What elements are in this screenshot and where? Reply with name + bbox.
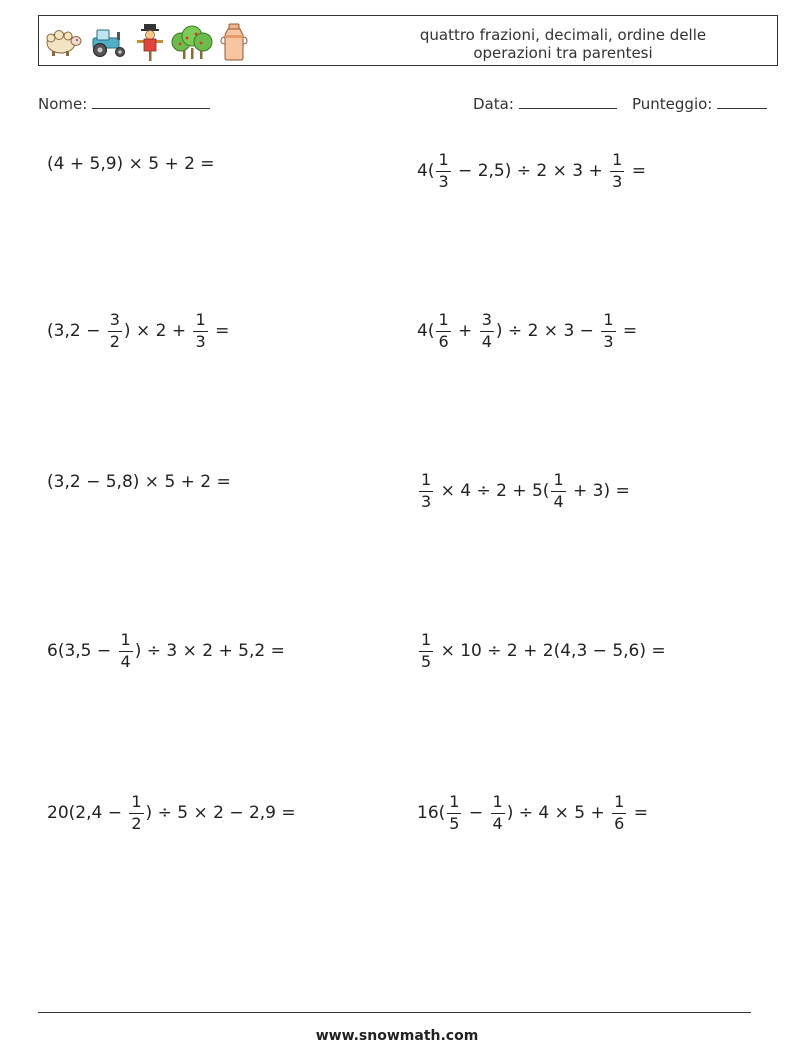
fraction bbox=[447, 793, 461, 833]
fraction-denominator: 6 bbox=[438, 332, 449, 351]
fraction-denominator: 3 bbox=[438, 172, 449, 191]
expression-text: ) × 2 + bbox=[123, 321, 192, 341]
fraction-denominator: 3 bbox=[603, 332, 614, 351]
fraction-denominator: 4 bbox=[492, 814, 503, 833]
expression-text: ) ÷ 2 × 3 − bbox=[495, 321, 600, 341]
fraction bbox=[436, 151, 450, 191]
fraction bbox=[480, 311, 494, 351]
title-line-2: operazioni tra parentesi bbox=[473, 44, 653, 62]
title-line-1: quattro frazioni, decimali, ordine delle bbox=[419, 26, 707, 44]
problem-9 bbox=[47, 788, 296, 838]
fraction-denominator: 4 bbox=[553, 492, 564, 511]
expression-text: = bbox=[628, 803, 648, 823]
fraction-numerator: 1 bbox=[193, 311, 207, 332]
fraction-denominator: 3 bbox=[421, 492, 432, 511]
score-blank[interactable] bbox=[717, 94, 767, 109]
problem-3 bbox=[47, 306, 229, 356]
expression-text: 4( bbox=[417, 321, 435, 341]
expression-text: + 3) = bbox=[567, 481, 630, 501]
fraction bbox=[610, 151, 624, 191]
expression-text: 16( bbox=[417, 803, 446, 823]
fraction bbox=[193, 311, 207, 351]
problem-4 bbox=[417, 306, 637, 356]
expression-text: = bbox=[626, 161, 646, 181]
fraction bbox=[612, 793, 626, 833]
name-label: Nome: bbox=[38, 95, 88, 113]
expression-text: + bbox=[452, 321, 478, 341]
expression-text: = bbox=[209, 321, 230, 341]
fraction-denominator: 2 bbox=[109, 332, 120, 351]
problem-8 bbox=[417, 626, 666, 676]
expression-text: − bbox=[463, 803, 489, 823]
fraction bbox=[419, 631, 433, 671]
problem-7 bbox=[47, 626, 285, 676]
fraction-numerator: 1 bbox=[436, 311, 450, 332]
fraction-denominator: 3 bbox=[612, 172, 623, 191]
fraction-denominator: 6 bbox=[614, 814, 625, 833]
expression-text: (3,2 − 5,8) × 5 + 2 = bbox=[47, 472, 231, 492]
fraction-numerator: 1 bbox=[419, 471, 433, 492]
milk-can-icon bbox=[219, 22, 249, 62]
fraction-denominator: 5 bbox=[449, 814, 460, 833]
scarecrow-icon bbox=[135, 22, 165, 62]
fraction-numerator: 1 bbox=[419, 631, 433, 652]
score-label: Punteggio: bbox=[632, 95, 713, 113]
fraction-denominator: 3 bbox=[195, 332, 206, 351]
problem-5 bbox=[47, 457, 231, 507]
date-field[interactable] bbox=[473, 94, 617, 113]
footer-divider bbox=[38, 1012, 751, 1013]
fraction bbox=[551, 471, 565, 511]
expression-text: × 10 ÷ 2 + 2(4,3 − 5,6) = bbox=[435, 641, 666, 661]
sheep-icon bbox=[43, 26, 83, 58]
worksheet-header bbox=[38, 15, 778, 66]
problem-1 bbox=[47, 139, 215, 189]
problem-10 bbox=[417, 788, 648, 838]
fraction-denominator: 5 bbox=[421, 652, 432, 671]
bush-icon bbox=[169, 24, 215, 60]
fraction bbox=[491, 793, 505, 833]
name-field[interactable] bbox=[38, 94, 210, 113]
worksheet-title bbox=[383, 26, 743, 62]
fraction-numerator: 1 bbox=[129, 793, 143, 814]
fraction-numerator: 3 bbox=[108, 311, 122, 332]
expression-text: ) ÷ 3 × 2 + 5,2 = bbox=[134, 641, 285, 661]
score-field[interactable] bbox=[632, 94, 767, 113]
fraction bbox=[419, 471, 433, 511]
fraction-numerator: 1 bbox=[119, 631, 133, 652]
expression-text: × 4 ÷ 2 + 5( bbox=[435, 481, 550, 501]
fraction-denominator: 4 bbox=[481, 332, 492, 351]
fraction-numerator: 1 bbox=[436, 151, 450, 172]
fraction bbox=[129, 793, 143, 833]
expression-text: = bbox=[617, 321, 638, 341]
fraction-denominator: 2 bbox=[131, 814, 142, 833]
name-blank[interactable] bbox=[92, 94, 210, 109]
fraction bbox=[436, 311, 450, 351]
expression-text: − 2,5) ÷ 2 × 3 + bbox=[452, 161, 609, 181]
expression-text: 20(2,4 − bbox=[47, 803, 128, 823]
fraction bbox=[601, 311, 615, 351]
expression-text: (4 + 5,9) × 5 + 2 = bbox=[47, 154, 215, 174]
fraction-numerator: 1 bbox=[612, 793, 626, 814]
fraction-denominator: 4 bbox=[120, 652, 131, 671]
fraction-numerator: 1 bbox=[610, 151, 624, 172]
date-blank[interactable] bbox=[519, 94, 617, 109]
expression-text: 6(3,5 − bbox=[47, 641, 117, 661]
fraction bbox=[119, 631, 133, 671]
fraction-numerator: 3 bbox=[480, 311, 494, 332]
footer-url: www.snowmath.com bbox=[315, 1028, 479, 1044]
header-icons bbox=[43, 22, 249, 62]
problem-6 bbox=[417, 466, 630, 516]
expression-text: (3,2 − bbox=[47, 321, 106, 341]
expression-text: ) ÷ 5 × 2 − 2,9 = bbox=[145, 803, 296, 823]
fraction-numerator: 1 bbox=[601, 311, 615, 332]
expression-text: 4( bbox=[417, 161, 435, 181]
date-label: Data: bbox=[473, 95, 514, 113]
tractor-icon bbox=[87, 26, 131, 58]
expression-text: ) ÷ 4 × 5 + bbox=[506, 803, 611, 823]
problem-2 bbox=[417, 146, 646, 196]
fraction-numerator: 1 bbox=[491, 793, 505, 814]
fraction-numerator: 1 bbox=[447, 793, 461, 814]
fraction-numerator: 1 bbox=[551, 471, 565, 492]
fraction bbox=[108, 311, 122, 351]
